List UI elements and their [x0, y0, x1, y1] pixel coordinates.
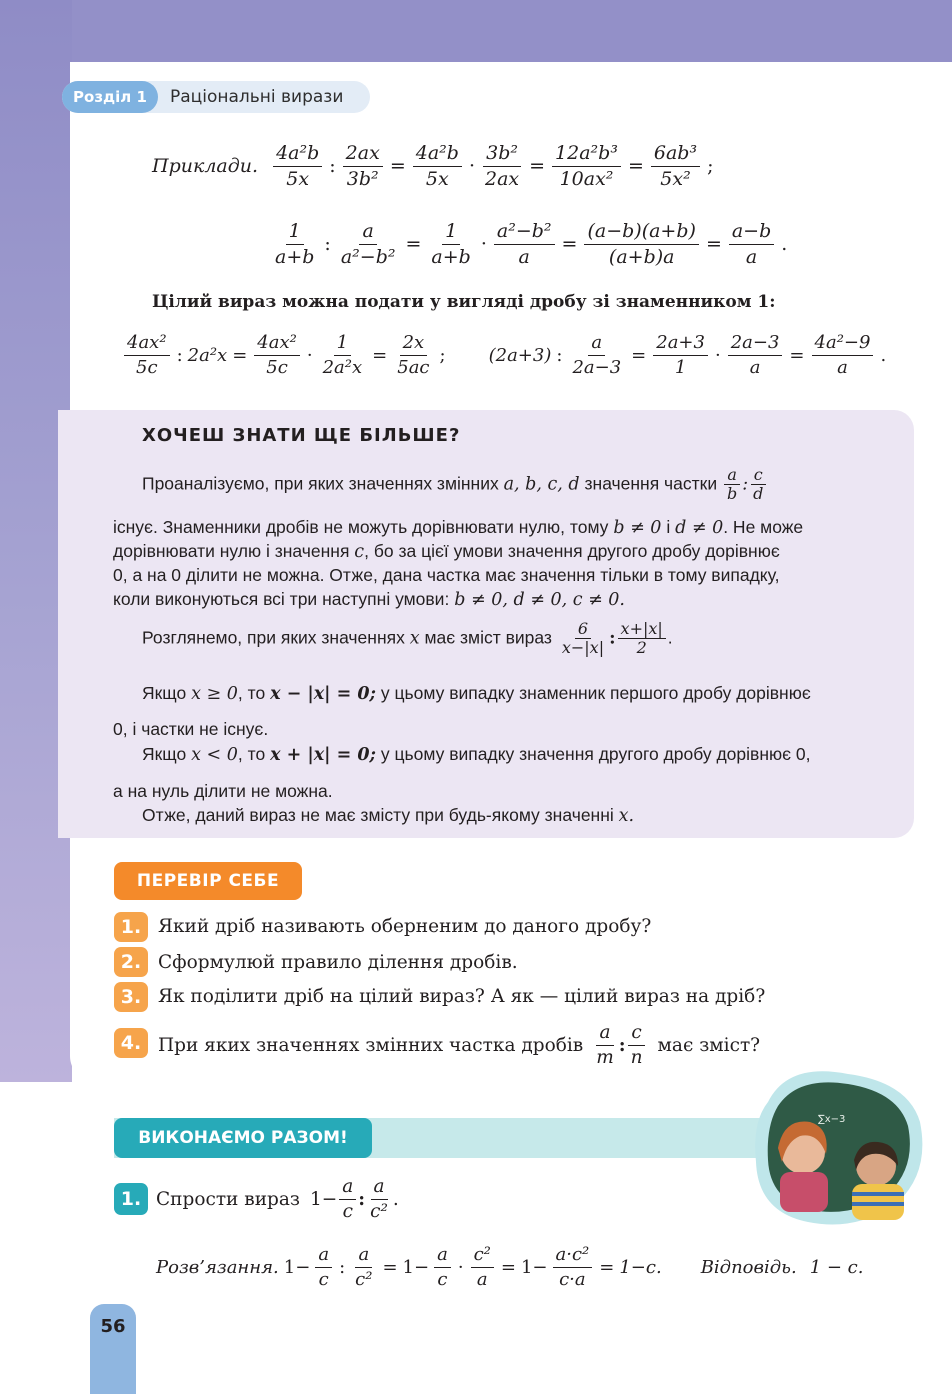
more-paragraph-11: Отже, даний вираз не має змісту при будь-якому значенні x. [142, 805, 635, 826]
page-number: 56 [100, 1316, 126, 1337]
fraction: $\frac{\text{a²−b²}}{a}$ [494, 220, 555, 269]
fraction: $\frac{2ax}{\text{3b²}}$ [343, 142, 383, 191]
more-paragraph-8: 0, і частки не існує. [113, 719, 269, 739]
answer-value: 1 − c. [809, 1256, 864, 1278]
fraction: $\frac{a}{2a-3}$ [572, 332, 622, 378]
question-number: 1. [114, 912, 148, 942]
example-line-3: $\frac{\text{4ax²}}{5c}$ : 2a²x = $\frac{\text{4ax²}}{5c}$ · $\frac{1}{\text{2a²x}}$ = $\frac{2x}{5ac}$ ; (2a+3) : $\frac{a}{2a-3}$ = $\frac{2a+3}{1}$ · $\frac{2a-3}{a}$ = $\frac{\text{4a²−9}}{a}$ . [122, 332, 888, 378]
task-1: Спрости вираз 1− $\frac{a}{c}$ : $\frac{a}{\text{c²}}$ . [156, 1176, 399, 1223]
answer-label: Відповідь. [700, 1256, 797, 1278]
fraction: $\frac{1}{a+b}$ [275, 220, 315, 268]
fraction: $\frac{a}{c}$ [339, 1176, 356, 1223]
question-4: При яких значеннях змінних частка дробів $\frac{a}{m}$ : $\frac{c}{n}$ має зміст? [158, 1022, 761, 1069]
fraction: $\frac{\text{12a²b³}}{\text{10ax²}}$ [552, 142, 621, 191]
examples-label: Приклади. [152, 155, 259, 178]
more-paragraph-5: коли виконуються всі три наступні умови: b ≠ 0, d ≠ 0, c ≠ 0. [113, 589, 625, 610]
fraction: $\frac{\text{3b²}}{2ax}$ [484, 142, 520, 190]
more-paragraph-1: Проаналізуємо, при яких значеннях змінних a, b, c, d значення частки $\frac{a}{b}$ : $\frac{c}{d}$ [142, 466, 768, 504]
more-paragraph-6: Розглянемо, при яких значеннях x має зміст вираз $\frac{6}{x-|x|}$ : $\frac{x+|x|}{2}$ . [142, 619, 673, 658]
more-info-title: ХОЧЕШ ЗНАТИ ЩЕ БІЛЬШЕ? [142, 425, 461, 446]
section-number: Розділ 1 [62, 81, 158, 113]
question-number: 4. [114, 1028, 148, 1058]
fraction: $\frac{2a-3}{a}$ [728, 332, 783, 378]
more-paragraph-3: дорівнювати нулю і значення c, бо за цієї умови значення другого дробу дорівнює [113, 541, 780, 562]
question-number: 3. [114, 982, 148, 1012]
more-paragraph-4: 0, а на 0 ділити не можна. Отже, дана частка має значення тільки в тому випадку, [113, 565, 780, 585]
question-2: Сформулюй правило ділення дробів. [158, 952, 518, 973]
fraction: $\frac{a}{b}$ [724, 466, 740, 504]
more-paragraph-10: а на нуль ділити не можна. [113, 781, 333, 801]
solution-line: Розв’язання. 1− $\frac{a}{c}$ : $\frac{a}{\text{c²}}$ = 1− $\frac{a}{c}$ · $\frac{\text{c²}}{a}$ = 1− $\frac{\text{a·c²}}{c\cdot a}$ = 1−c. Відповідь. 1 − c. [156, 1244, 864, 1290]
fraction: $\frac{\text{6ab³}}{\text{5x²}}$ [651, 142, 700, 191]
fraction: $\frac{(a-b)(a+b)}{(a+b)a}$ [584, 220, 698, 269]
fraction: $\frac{c}{n}$ [628, 1022, 646, 1069]
more-paragraph-9: Якщо x < 0, то x + |x| = 0; у цьому випадку значення другого дробу дорівнює 0, [142, 744, 811, 765]
section-tab [62, 81, 370, 113]
svg-text:∑x−3: ∑x−3 [818, 1114, 846, 1125]
task-number: 1. [114, 1183, 148, 1215]
fraction: $\frac{\text{4a²b}}{5x}$ [273, 142, 322, 191]
example-line-2: $\frac{1}{a+b}$ : $\frac{a}{\text{a²−b²}}$ = $\frac{1}{a+b}$ · $\frac{\text{a²−b²}}{a}$ = $\frac{(a-b)(a+b)}{(a+b)a}$ = $\frac{a-b}{a}$ . [270, 220, 789, 269]
fraction: $\frac{1}{a+b}$ [431, 220, 471, 268]
fraction: $\frac{a}{\text{c²}}$ [370, 1176, 388, 1223]
section-title: Раціональні вирази [170, 87, 344, 107]
fraction: $\frac{a}{\text{a²−b²}}$ [340, 220, 396, 268]
more-paragraph-7: Якщо x ≥ 0, то x − |x| = 0; у цьому випадку знаменник першого дробу дорівнює [142, 683, 811, 704]
fraction: $\frac{\text{4ax²}}{5c}$ [254, 332, 300, 378]
fraction: $\frac{\text{4a²−9}}{a}$ [812, 332, 874, 378]
students-photo [748, 1062, 928, 1230]
fraction: $\frac{\text{4a²b}}{5x}$ [413, 142, 462, 191]
solution-label: Розв’язання. [156, 1256, 279, 1278]
whole-expression-text: Цілий вираз можна подати у вигляді дробу зі знаменником 1: [152, 292, 776, 312]
fraction: $\frac{c}{d}$ [750, 466, 766, 504]
together-heading: ВИКОНАЄМО РАЗОМ! [114, 1118, 372, 1158]
fraction: $\frac{a}{m}$ [596, 1022, 614, 1069]
question-number: 2. [114, 947, 148, 977]
fraction: $\frac{a-b}{a}$ [729, 220, 774, 269]
fraction: $\frac{\text{4ax²}}{5c}$ [124, 332, 170, 378]
question-1: Який дріб називають оберненим до даного дробу? [158, 916, 652, 937]
fraction: $\frac{1}{\text{2a²x}}$ [322, 332, 363, 378]
example-line-1: Приклади. $\frac{\text{4a²b}}{5x}$ : $\frac{2ax}{\text{3b²}}$ = $\frac{\text{4a²b}}{5x}$ · $\frac{\text{3b²}}{2ax}$ = $\frac{\text{12a²b³}}{\text{10ax²}}$ = $\frac{\text{6ab³}}{\text{5x²}}$ ; [152, 142, 714, 190]
top-band [0, 0, 952, 62]
fraction: $\frac{2a+3}{1}$ [653, 332, 708, 378]
fraction: $\frac{x+|x|}{2}$ [618, 620, 666, 658]
question-3: Як поділити дріб на цілий вираз? А як — цілий вираз на дріб? [158, 986, 766, 1007]
fraction: $\frac{2x}{5ac}$ [397, 332, 430, 378]
check-yourself-heading: ПЕРЕВІР СЕБЕ [114, 862, 302, 900]
fraction: $\frac{6}{x-|x|}$ [561, 619, 605, 658]
more-paragraph-2: існує. Знаменники дробів не можуть дорівнювати нулю, тому b ≠ 0 і d ≠ 0. Не може [113, 517, 804, 538]
